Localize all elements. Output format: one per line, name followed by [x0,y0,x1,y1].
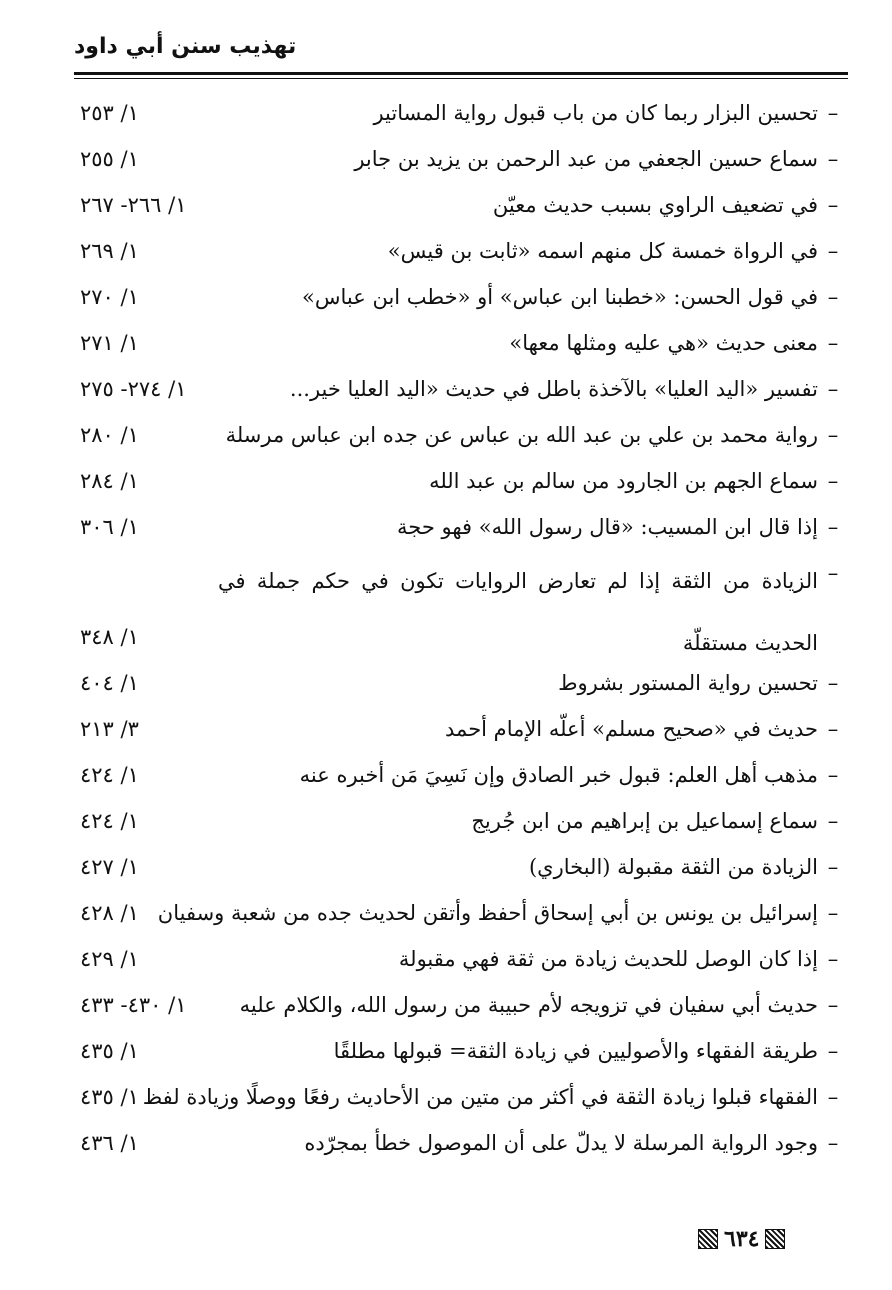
entry-page-ref: ١/ ٢٧١ [80,331,139,355]
entry-text: إسرائيل بن يونس بن أبي إسحاق أحفظ وأتقن لحديث جده من شعبة وسفيان [157,901,818,925]
entry-text: طريقة الفقهاء والأصوليين في زيادة الثقة= قبولها مطلقًا [333,1039,818,1063]
entry-text: مذهب أهل العلم: قبول خبر الصادق وإن نَسِيَ مَن أخبره عنه [299,763,818,787]
index-entry [74,182,848,228]
entry-main [445,706,848,752]
entry-dash-icon: – [827,855,839,879]
entry-dash-icon: – [827,1131,839,1155]
index-entry [74,504,848,550]
entry-page-ref: ١/ ٤٢٨ [80,901,139,925]
entry-page-ref: ١/ ٢٦٦- ٢٦٧ [80,193,187,217]
entry-dash-icon: – [827,1039,839,1063]
header-rule-thick [74,72,848,75]
entry-text: رواية محمد بن علي بن عبد الله بن عباس عن جده ابن عباس مرسلة [225,423,818,447]
index-entry [74,752,848,798]
entry-dash-icon: – [827,331,839,355]
entry-page-ref: ٣/ ٢١٣ [80,717,139,741]
entry-text: سماع إسماعيل بن إبراهيم من ابن جُريج [471,809,818,833]
entry-page-ref: ١/ ٤٣٦ [80,1131,139,1155]
entry-dash-icon: – [827,377,839,401]
ornament-right-icon [765,1229,785,1249]
running-header [74,28,848,72]
entry-main [529,844,848,890]
entry-dash-icon: – [827,809,839,833]
entry-dash-icon: – [827,993,839,1017]
entry-text: إذا كان الوصل للحديث زيادة من ثقة فهي مقبولة [398,947,818,971]
entry-page-ref: ١/ ٢٥٥ [80,147,139,171]
index-entry [74,706,848,752]
entry-page-ref: ١/ ٤٢٤ [80,809,139,833]
entry-text: وجود الرواية المرسلة لا يدلّ على أن الموصول خطأ بمجرّده [304,1131,818,1155]
entry-page-ref: ١/ ٤٣٠- ٤٣٣ [80,993,187,1017]
entry-page-ref: ١/ ٢٧٠ [80,285,139,309]
index-entry [74,90,848,136]
entry-dash-icon: – [827,901,839,925]
entry-dash-icon: – [827,239,839,263]
entry-dash-icon: – [827,193,839,217]
entry-main [354,136,848,182]
entry-text: سماع حسين الجعفي من عبد الرحمن بن يزيد بن جابر [354,147,818,171]
entry-main [334,1028,848,1074]
index-entry [74,136,848,182]
index-entry [74,844,848,890]
entry-main [493,182,848,228]
entry-page-ref: ١/ ٣٠٦ [80,515,139,539]
ornament-left-icon [698,1229,718,1249]
entry-text: في الرواة خمسة كل منهم اسمه «ثابت بن قيس» [387,239,818,263]
entry-page-ref: ١/ ٤٢٩ [80,947,139,971]
entry-main [226,412,848,458]
index-entry [74,366,848,412]
entry-page-ref: ١/ ٤٠٤ [80,671,139,695]
entry-dash-icon: – [827,469,839,493]
entry-main [388,228,848,274]
entry-main [399,936,848,982]
index-entry [74,1074,848,1120]
entry-page-ref: ١/ ٤٣٥ [80,1085,139,1109]
entry-main [240,982,848,1028]
index-entry [74,1028,848,1074]
entry-text: تحسين رواية المستور بشروط [558,671,818,695]
entry-dash-icon: – [827,101,839,125]
entry-main [143,1074,848,1120]
entry-page-ref: ١/ ٤٢٤ [80,763,139,787]
entry-text: في تضعيف الراوي بسبب حديث معيّن [492,193,818,217]
page-number: ٦٣٤ [724,1226,760,1252]
entry-page-ref: ١/ ٤٣٥ [80,1039,139,1063]
entry-page-ref: ١/ ٢٨٠ [80,423,139,447]
entry-main [558,660,848,706]
entry-text: سماع الجهم بن الجارود من سالم بن عبد الله [429,469,818,493]
entry-main [304,1120,848,1166]
entry-main [471,798,848,844]
entry-dash-icon: – [827,423,839,447]
entry-dash-icon: – [827,671,839,695]
index-entry [74,936,848,982]
entry-main [397,504,848,550]
index-entry [74,550,848,660]
index-entry [74,1120,848,1166]
entry-text: تفسير «اليد العليا» بالآخذة باطل في حديث «اليد العليا خير... [289,377,818,401]
entry-page-ref: ١/ ٢٥٣ [80,101,139,125]
entry-dash-icon: – [827,947,839,971]
entry-main [373,90,848,136]
index-entry [74,320,848,366]
index-entry [74,228,848,274]
entry-text: الزيادة من الثقة مقبولة (البخاري) [528,855,818,879]
entry-text: الفقهاء قبلوا زيادة الثقة في أكثر من متين من الأحاديث رفعًا ووصلًا وزيادة لفظ [142,1085,818,1109]
entry-dash-icon: – [827,561,839,585]
entry-page-ref: ١/ ٢٦٩ [80,239,139,263]
entry-main [300,752,848,798]
book-title: تهذيب سنن أبي داود [74,34,297,59]
entry-page-ref: ١/ ٢٧٤- ٢٧٥ [80,377,187,401]
entry-main [218,550,848,660]
entry-text: الزيادة من الثقة إذا لم تعارض الروايات تكون في حكم جملة في الحديث مستقلّة [218,569,818,655]
entry-dash-icon: – [827,147,839,171]
entry-text: معنى حديث «هي عليه ومثلها معها» [509,331,818,355]
index-entry [74,274,848,320]
entry-text: تحسين البزار ربما كان من باب قبول رواية المساتير [373,101,818,125]
index-entry [74,982,848,1028]
entry-dash-icon: – [827,717,839,741]
entry-main [302,274,848,320]
entry-dash-icon: – [827,515,839,539]
entry-page-ref: ١/ ٤٢٧ [80,855,139,879]
entry-text: في قول الحسن: «خطبنا ابن عباس» أو «خطب ابن عباس» [302,285,818,309]
entry-text: إذا قال ابن المسيب: «قال رسول الله» فهو حجة [397,515,818,539]
header-rule-thin [74,78,848,79]
entry-main [290,366,848,412]
entry-page-ref: ١/ ٣٤٨ [80,625,139,649]
entry-dash-icon: – [827,285,839,309]
page-footer [698,1224,808,1254]
index-entries [74,90,848,1166]
index-entry [74,412,848,458]
index-entry [74,890,848,936]
entry-dash-icon: – [827,1085,839,1109]
entry-main [509,320,848,366]
entry-dash-icon: – [827,763,839,787]
entry-page-ref: ١/ ٢٨٤ [80,469,139,493]
entry-text: حديث في «صحيح مسلم» أعلّه الإمام أحمد [445,717,818,741]
index-entry [74,798,848,844]
index-entry [74,458,848,504]
index-entry [74,660,848,706]
entry-text: حديث أبي سفيان في تزويجه لأم حبيبة من رسول الله، والكلام عليه [239,993,818,1017]
entry-main [158,890,848,936]
entry-main [429,458,848,504]
